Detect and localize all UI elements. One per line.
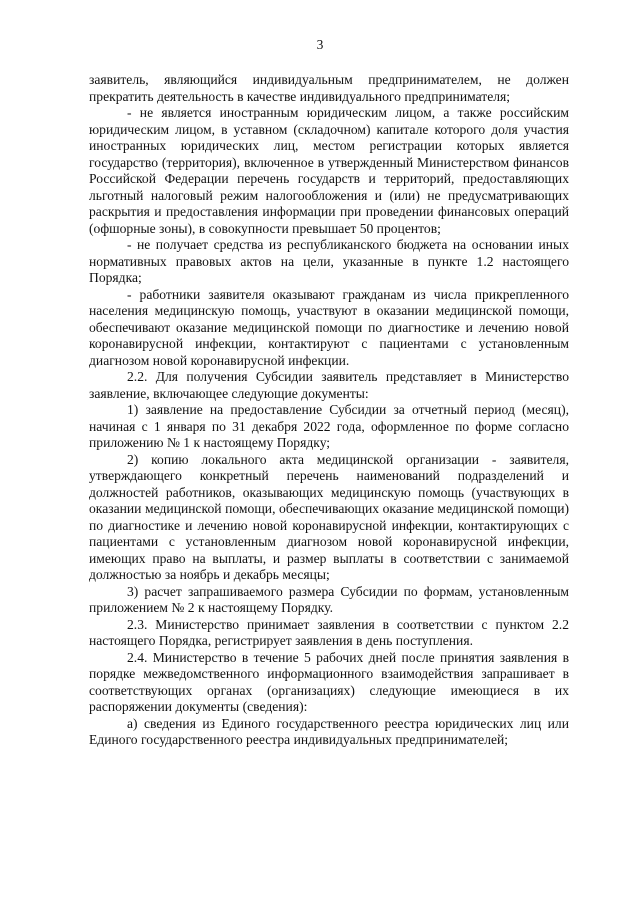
paragraph-foreign-entity-condition: - не является иностранным юридическим лицом, а также российским юридическим лицом, в уставном (складочном) капитале которого доля участия иностранных юридических лиц, местом регистрации которых является государство (территория), включенное в утвержденный Министерством финансов Российской Федерации перечень государств и территорий, предоставляющих льготный налоговый режим налогообложения и (или) не предусматривающих раскрытия и предоставления информации при проведении финансовых операций (офшорные зоны), в совокупности превышает 50 процентов;: [89, 105, 569, 236]
paragraph-budget-funds-condition: - не получает средства из республиканского бюджета на основании иных нормативных правовых актов на цели, указанные в пункте 1.2 настоящего Порядка;: [89, 237, 569, 285]
paragraph-2-2: 2.2. Для получения Субсидии заявитель представляет в Министерство заявление, включающее следующие документы:: [89, 369, 569, 401]
paragraph-2-2-item-3: 3) расчет запрашиваемого размера Субсидии по формам, установленным приложением № 2 к настоящему Порядку.: [89, 583, 569, 615]
paragraph-workers-condition: - работники заявителя оказывают гражданам из числа прикрепленного населения медицинскую помощь, участвуют в оказании медицинской помощи, обеспечивают оказание медицинской помощи по диагностике и лечению новой коронавирусной инфекции, контактируют с пациентами с установленным диагнозом новой коронавирусной инфекции.: [89, 286, 569, 368]
paragraph-2-4-item-a: а) сведения из Единого государственного реестра юридических лиц или Единого государственного реестра индивидуальных предпринимателей;: [89, 715, 569, 747]
paragraph-2-2-item-2: 2) копию локального акта медицинской организации - заявителя, утверждающего конкретный перечень наименований подразделений и должностей работников, оказывающих медицинскую помощь (участвующих в оказании медицинской помощи, обеспечивающих оказание медицинской помощи) по диагностике и лечению новой коронавирусной инфекции, контактирующих с пациентами с установленным диагнозом новой коронавирусной инфекции, имеющих право на выплаты, и размер выплаты в соответствии с занимаемой должностью за ноябрь и декабрь месяцы;: [89, 451, 569, 582]
paragraph-2-3: 2.3. Министерство принимает заявления в соответствии с пунктом 2.2 настоящего Порядка, регистрирует заявления в день поступления.: [89, 616, 569, 648]
paragraph-2-2-item-1: 1) заявление на предоставление Субсидии за отчетный период (месяц), начиная с 1 января по 31 декабря 2022 года, оформленное по форме согласно приложению № 1 к настоящему Порядку;: [89, 402, 569, 450]
paragraph-continuation: заявитель, являющийся индивидуальным предпринимателем, не должен прекратить деятельность в качестве индивидуального предпринимателя;: [89, 72, 569, 104]
page-number: 3: [316, 37, 324, 52]
document-body: [89, 72, 569, 749]
paragraph-2-4: 2.4. Министерство в течение 5 рабочих дней после принятия заявления в порядке межведомственного информационного взаимодействия запрашивает в соответствующих органах (организациях) следующие имеющиеся в их распоряжении документы (сведения):: [89, 649, 569, 714]
